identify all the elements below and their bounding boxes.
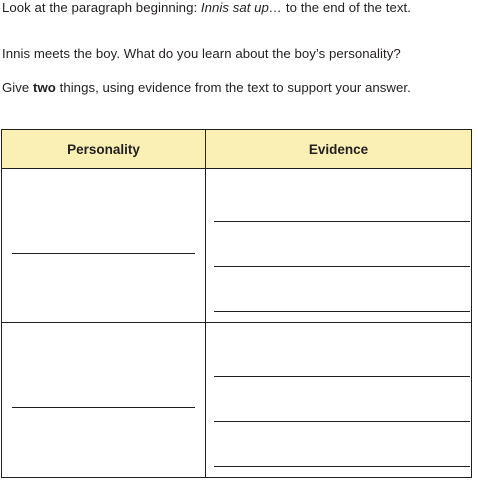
answer-line[interactable]	[214, 266, 470, 267]
personality-cell-2[interactable]	[2, 323, 206, 477]
instruction-paragraph	[2, 0, 442, 15]
header-personality-label: Personality	[67, 141, 140, 157]
answer-line[interactable]	[12, 253, 195, 254]
answer-line[interactable]	[214, 421, 470, 422]
answer-line[interactable]	[214, 376, 470, 377]
evidence-cell-2[interactable]	[206, 323, 471, 477]
answer-line[interactable]	[12, 407, 195, 408]
header-personality	[2, 130, 206, 169]
answer-line[interactable]	[214, 466, 470, 467]
task-text-end: things, using evidence from the text to support your answer.	[55, 80, 411, 95]
answer-table	[1, 129, 472, 478]
header-evidence	[206, 130, 471, 169]
task-emphasis: two	[33, 80, 56, 95]
quoted-phrase: Innis sat up…	[200, 0, 283, 15]
task-paragraph	[2, 80, 411, 95]
answer-line[interactable]	[214, 221, 470, 222]
question-text: Innis meets the boy. What do you learn about the boy’s personality?	[2, 46, 401, 61]
header-evidence-label: Evidence	[308, 141, 369, 157]
instruction-text-end: to the end of the text.	[282, 0, 411, 15]
personality-cell-1[interactable]	[2, 169, 206, 323]
answer-line[interactable]	[214, 311, 470, 312]
task-text: Give	[2, 80, 34, 95]
instruction-text: Look at the paragraph beginning:	[2, 0, 201, 15]
evidence-cell-1[interactable]	[206, 169, 471, 323]
